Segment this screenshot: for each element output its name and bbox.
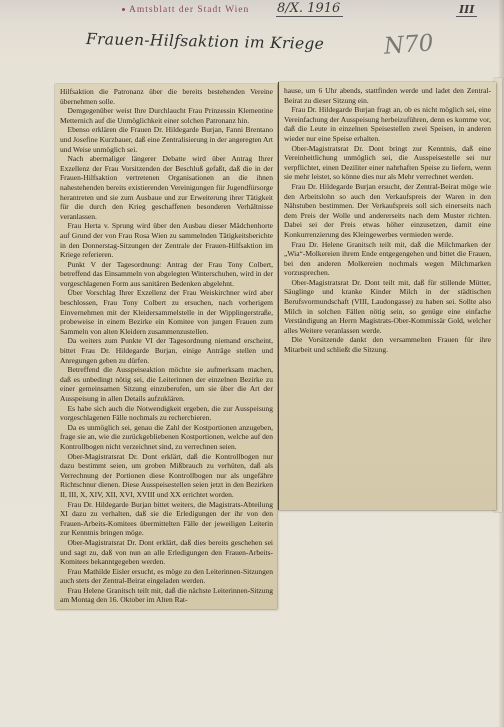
handwritten-title: Frauen-Hilfsaktion im Kriege [85, 30, 325, 53]
paragraph: Frau Dr. Hildegarde Burjan ersucht, der Zentral-Beirat möge wie den Arbeitslohn so auch den Verkaufspreis der Waren in den Nähstuben bestimmen. Der Verkaufspreis soll sich einerseits nach dem Preis der Wolle und andererseits nach dem Muster richten. Dabei sei der Preis etwas höher einzusetzen, damit eine Konkurrenzierung des Kleingewerbes vermieden werde. [284, 181, 491, 239]
sheet-number: III [456, 3, 477, 17]
publication-stamp [122, 5, 249, 15]
paragraph: Ebenso erklären die Frauen Dr. Hildegarde Burjan, Fanni Brentano und Josefine Kurzbauer, daß eine Zentralisierung in der angeregten Art und Weise unmöglich sei. [60, 125, 273, 154]
paragraph: Betreffend die Ausspeiseaktion möchte sie aufmerksam machen, daß es unbedingt nötig sei, die Leiterinnen der einzelnen Bezirke zu einer gemeinsamen Sitzung einzuberufen, um sie über die Art der Ausspeisung in allen Details aufzuklären. [60, 365, 273, 403]
paragraph: Frau Dr. Hildegarde Burjan bittet weiters, die Magistrats-Abteilung XI dazu zu verhalten, daß sie die Erledigungen der ihr von den Frauen-Arbeits-Komitees übermittelten Fälle der jeweiligen Leiterin zur Kenntnis bringen möge. [60, 499, 273, 538]
paragraph: Frau Mathilde Eisler ersucht, es möge zu den Leiterinnen-Sitzungen auch stets der Zentral-Beirat eingeladen werden. [60, 566, 273, 586]
clipping-left-column [55, 84, 277, 609]
paragraph: Da weiters zum Punkte VI der Tagesordnung niemand erscheint, bittet Frau Dr. Hildegarde Burjan, einige Anträge stellen und Anregungen geben zu dürfen. [60, 336, 273, 365]
paragraph: Frau Herta v. Sprung wird über den Ausbau dieser Mädchenhorte auf Grund der von Frau Rosa Wien zu sammelnden Tätigkeitsberichte in den Donnerstag-Sitzungen der Zentrale der Frauen-Hilfsaktion im Kriege referieren. [60, 221, 273, 260]
handwritten-date: 8/X. 1916 [276, 1, 343, 17]
publication-name: Amtsblatt der Stadt Wien [129, 5, 250, 15]
paragraph: Über Vorschlag Ihrer Exzellenz der Frau Weiskirchner wird aber beschlossen, Frau Tony Colbert zu ersuchen, nach vorherigem Einvernehmen mit der Kleidersammelstelle in der Wipplingerstraße, probeweise in einem Bezirke ein Komitee von jungen Frauen zum Sammeln von alten Kleidern zusammenzustellen. [60, 288, 273, 336]
paragraph: Demgegenüber weist Ihre Durchlaucht Frau Prinzessin Klementine Metternich auf die Unmöglichkeit einer solchen Patronanz hin. [60, 106, 273, 125]
paragraph: Ober-Magistratsrat Dr. Dont bringt zur Kenntnis, daß eine Vereinheitlichung unmöglich sei, die Ausspeisestelle sei nur verpflichtet, einen Deziliter einer nahrhaften Speise zu liefern, wenn sie mehr leistet, so könne dies nur als Mehr verrechnet werden. [284, 143, 491, 182]
stamp-dot [122, 8, 125, 11]
archive-number: N70 [383, 30, 435, 60]
paragraph: Frau Helene Granitsch teilt mit, daß die nächste Leiterinnen-Sitzung am Montag den 16. Oktober im Alten Rat- [60, 585, 273, 605]
paragraph: Es habe sich auch die Notwendigkeit ergeben, die zur Ausspeisung vorgeschlagenen Fälle nochmals zu recherchieren. [60, 403, 273, 423]
paragraph: Punkt V der Tagesordnung: Antrag der Frau Tony Colbert, betreffend das Einsammeln von abgelegten Winterschuhen, wird in der vorgeschlagenen Form aus sanitären Bedenken abgelehnt. [60, 259, 273, 288]
paragraph: Frau Dr. Hildegarde Burjan fragt an, ob es nicht möglich sei, eine Vereinfachung der Ausspeisung herbeizuführen, denn es komme vor, daß die Leute in einzelnen Speisestellen zwei Speisen, in anderen wieder nur eine Speise erhalten. [284, 105, 491, 143]
paragraph: Frau Dr. Helene Granitsch teilt mit, daß die Milchmarken der „Wia“-Molkereien ihrem Ende entgegengehen und bittet die Frauen, bei den anderen Molkereien nochmals wegen Milchmarken vorzusprechen. [284, 239, 491, 278]
paragraph: Ober-Magistratsrat Dr. Dont erklärt, daß dies bereits geschehen sei und sagt zu, daß von nun an alle Erledigungen den Frauen-Arbeits-Komitees bekanntgegeben werden. [60, 537, 273, 567]
paragraph: Da es unmöglich sei, genau die Zahl der Kostportionen anzugeben, frage sie an, wie die zurückgebliebenen Kostportionen, welche auf den Kontrollbogen nicht verzeichnet sind, zu verrechnen seien. [60, 422, 273, 451]
paragraph: Die Vorsitzende dankt den versammelten Frauen für ihre Mitarbeit und schließt die Sitzung. [284, 335, 491, 355]
paragraph: Ober-Magistratsrat Dr. Dont erklärt, daß die Kontrollbogen nur dazu bestimmt seien, um groben Mißbrauch zu verhüten, daß als Verrechnung der Portionen diese Kontrollbogen nur als ungefähre Richtschnur dienen. Diese Ausspeisestellen seien jetzt in den Bezirken II, III, X, XIV, XII, XVI, XVIII und XX errichtet worden. [60, 451, 273, 499]
clipping-right-column [278, 82, 496, 510]
paragraph-continued: Hilfsaktion die Patronanz über die bereits bestehenden Vereine übernehmen solle. [60, 87, 273, 106]
paragraph: Ober-Magistratsrat Dr. Dont teilt mit, daß für stillende Mütter, Säuglinge und kranke Kinder Milch in der städtischen Berufsvormundschaft (VIII, Laudongasse) zu haben sei. Sollte also Milch in solchen Fällen nötig sein, so genüge eine einfache Verständigung an Herrn Magistrats-Ober-Kommissär Gold, welcher alles Weitere veranlassen werde. [284, 277, 491, 335]
paragraph: Nach abermaliger längerer Debatte wird über Antrag Ihrer Exzellenz der Frau Vorsitzenden der Beschluß gefaßt, daß die in der Frauen-Hilfsaktion vertretenen Organisationen an die ihnen nahestehenden bereits existierenden Vereinigungen für Jugendfürsorge herantreten und sie zum Ausbaue und zur Erweiterung ihrer Tätigkeit für die durch den Krieg geschaffenen besonderen Verhältnisse veranlassen. [60, 154, 273, 221]
paragraph-continued: hause, um 6 Uhr abends, stattfinden werde und ladet den Zentral-Beirat zu dieser Sitzung ein. [284, 86, 491, 105]
